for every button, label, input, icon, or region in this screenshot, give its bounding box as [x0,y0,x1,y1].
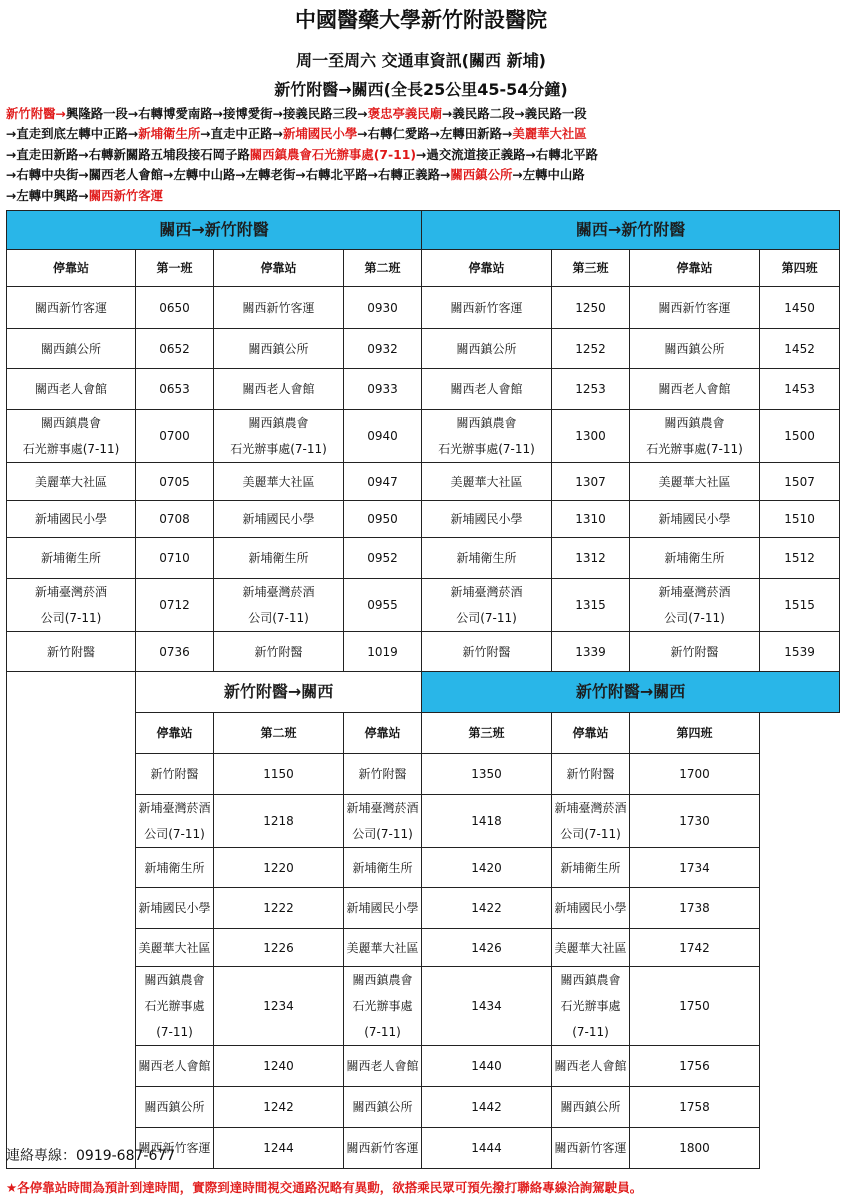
time-cell: 1515 [760,579,840,632]
stop-cell: 新竹附醫 [214,632,344,672]
stop-cell: 新埔國民小學 [214,501,344,538]
stop-cell: 關西鎮農會 石光辦事處(7-11) [136,967,214,1046]
route-segment: →左轉中山路 →左轉中興路→ [6,167,585,203]
schedule-table [6,210,840,1169]
time-cell: 1420 [422,848,552,888]
stop-cell: 新埔臺灣菸酒 公司(7-11) [630,579,760,632]
time-cell: 1452 [760,329,840,369]
stop-cell: 關西鎮公所 [630,329,760,369]
stop-cell: 新埔國民小學 [422,501,552,538]
column-header-stop: 停靠站 [7,250,136,287]
time-cell: 0700 [136,410,214,463]
footnote: ★各停靠站時間為預計到達時間，實際到達時間視交通路況略有異動，欲搭乘民眾可預先撥打聯絡專線洽詢駕駛員。 [6,1180,643,1195]
stop-cell: 關西鎮公所 [552,1087,630,1128]
table-row [7,410,840,463]
route-segment: →右轉仁愛路→左轉田新路→ [357,126,513,142]
stop-cell: 關西新竹客運 [344,1128,422,1169]
time-cell: 1422 [422,888,552,929]
column-header-run: 第四班 [760,250,840,287]
time-cell: 1150 [214,754,344,795]
route-title: 新竹附醫→關西(全長25公里45-54分鐘) [274,80,568,99]
time-cell: 1220 [214,848,344,888]
time-cell: 0708 [136,501,214,538]
column-header-stop: 停靠站 [214,250,344,287]
stop-cell: 關西鎮農會 石光辦事處(7-11) [422,410,552,463]
time-cell: 1418 [422,795,552,848]
stop-cell: 關西鎮公所 [344,1087,422,1128]
route-highlight-stop: 新埔衛生所 [138,126,201,142]
table-row [7,538,840,579]
document-title: 中國醫藥大學新竹附設醫院 [295,8,547,32]
table-row [7,579,840,632]
time-cell: 1222 [214,888,344,929]
route-segment: →直走中正路→ [200,126,283,142]
stop-cell: 美麗華大社區 [422,463,552,501]
time-cell: 0940 [344,410,422,463]
time-cell: 0653 [136,369,214,410]
time-cell: 0930 [344,287,422,329]
route-highlight-stop: 新埔國民小學 [282,126,358,142]
stop-cell: 關西老人會館 [214,369,344,410]
time-cell: 1019 [344,632,422,672]
route-highlight-stop: 關西鎮公所 [450,167,513,183]
column-header-run: 第三班 [552,250,630,287]
time-cell: 1742 [630,929,760,967]
column-header-stop: 停靠站 [136,713,214,754]
time-cell: 1730 [630,795,760,848]
stop-cell: 關西鎮公所 [214,329,344,369]
time-cell: 1510 [760,501,840,538]
stop-cell: 關西鎮農會 石光辦事處(7-11) [7,410,136,463]
section-header-row [7,211,840,250]
time-cell: 1234 [214,967,344,1046]
time-cell: 1339 [552,632,630,672]
time-cell: 0736 [136,632,214,672]
section-title: 新竹附醫→關西 [422,672,840,713]
time-cell: 1218 [214,795,344,848]
table-row [7,287,840,329]
stop-cell: 關西新竹客運 [214,287,344,329]
time-cell: 1734 [630,848,760,888]
stop-cell: 新埔臺灣菸酒 公司(7-11) [136,795,214,848]
column-header-stop: 停靠站 [630,250,760,287]
route-highlight-stop: 褒忠亭義民廟 [367,106,443,121]
stop-cell: 新埔國民小學 [136,888,214,929]
time-cell: 1453 [760,369,840,410]
time-cell: 1300 [552,410,630,463]
stop-cell: 新埔臺灣菸酒 公司(7-11) [422,579,552,632]
route-highlight-stop: 新竹附醫→ [6,106,66,121]
time-cell: 1253 [552,369,630,410]
stop-cell: 新竹附醫 [422,632,552,672]
stop-cell: 新埔國民小學 [630,501,760,538]
stop-cell: 關西老人會館 [552,1046,630,1087]
stop-cell: 關西老人會館 [7,369,136,410]
stop-cell: 關西新竹客運 [552,1128,630,1169]
stop-cell: 新竹附醫 [552,754,630,795]
empty-block [7,672,136,1169]
stop-cell: 新埔衛生所 [344,848,422,888]
time-cell: 1312 [552,538,630,579]
stop-cell: 關西老人會館 [136,1046,214,1087]
column-header-stop: 停靠站 [552,713,630,754]
stop-cell: 新埔國民小學 [344,888,422,929]
route-segment: →直走田新路→右轉新關路五埔段接石岡子路 [6,146,250,162]
time-cell: 1756 [630,1046,760,1087]
time-cell: 1738 [630,888,760,929]
stop-cell: 新埔衛生所 [422,538,552,579]
time-cell: 1539 [760,632,840,672]
stop-cell: 新竹附醫 [136,754,214,795]
time-cell: 1507 [760,463,840,501]
stop-cell: 美麗華大社區 [630,463,760,501]
column-header-run: 第三班 [422,713,552,754]
time-cell: 1242 [214,1087,344,1128]
stop-cell: 關西鎮農會 石光辦事處(7-11) [214,410,344,463]
stop-cell: 關西老人會館 [344,1046,422,1087]
stop-cell: 新埔國民小學 [7,501,136,538]
time-cell: 0712 [136,579,214,632]
route-segment: 興隆路一段→右轉博愛南路→接博愛街→接義民路三段→ [65,106,368,121]
route-segment: →義民路二段→義民路一段 →直走到底左轉中正路→ [6,106,587,142]
time-cell: 1315 [552,579,630,632]
time-cell: 1700 [630,754,760,795]
stop-cell: 美麗華大社區 [214,463,344,501]
stop-cell: 關西鎮農會 石光辦事處(7-11) [552,967,630,1046]
time-cell: 0650 [136,287,214,329]
stop-cell: 美麗華大社區 [136,929,214,967]
column-header-run: 第一班 [136,250,214,287]
time-cell: 1434 [422,967,552,1046]
time-cell: 1426 [422,929,552,967]
time-cell: 1240 [214,1046,344,1087]
stop-cell: 新竹附醫 [630,632,760,672]
section-title: 關西→新竹附醫 [422,211,840,250]
route-highlight-stop: 關西新竹客運 [88,187,164,203]
time-cell: 1500 [760,410,840,463]
stop-cell: 新埔國民小學 [552,888,630,929]
table-row [7,329,840,369]
stop-cell: 新埔衛生所 [136,848,214,888]
stop-cell: 關西新竹客運 [7,287,136,329]
stop-cell: 關西新竹客運 [630,287,760,329]
time-cell: 1758 [630,1087,760,1128]
stop-cell: 新埔衛生所 [552,848,630,888]
time-cell: 0955 [344,579,422,632]
route-description [6,104,836,206]
stop-cell: 新埔衛生所 [7,538,136,579]
route-segment: →過交流道接正義路→右轉北平路 →右轉中央街→關西老人會館→左轉中山路→左轉老街→右轉北平路→右轉正義路→ [6,146,598,183]
table-row [7,369,840,410]
stop-cell: 新埔衛生所 [630,538,760,579]
time-cell: 0947 [344,463,422,501]
stop-cell: 美麗華大社區 [7,463,136,501]
time-cell: 0705 [136,463,214,501]
column-header-run: 第二班 [344,250,422,287]
stop-cell: 關西鎮農會 石光辦事處(7-11) [630,410,760,463]
stop-cell: 關西鎮公所 [422,329,552,369]
stop-cell: 關西鎮農會 石光辦事處(7-11) [344,967,422,1046]
time-cell: 1252 [552,329,630,369]
section-title: 新竹附醫→關西 [136,672,422,713]
time-cell: 1444 [422,1128,552,1169]
time-cell: 0950 [344,501,422,538]
contact-line: 連絡專線：0919-687-677 [6,1148,176,1164]
time-cell: 1350 [422,754,552,795]
time-cell: 1244 [214,1128,344,1169]
time-cell: 1226 [214,929,344,967]
stop-cell: 美麗華大社區 [344,929,422,967]
stop-cell: 關西鎮公所 [7,329,136,369]
time-cell: 1250 [552,287,630,329]
section-header-row [7,672,840,713]
column-header-row [7,250,840,287]
time-cell: 0933 [344,369,422,410]
column-header-run: 第四班 [630,713,760,754]
stop-cell: 關西鎮公所 [136,1087,214,1128]
time-cell: 1440 [422,1046,552,1087]
column-header-run: 第二班 [214,713,344,754]
column-header-stop: 停靠站 [344,713,422,754]
stop-cell: 新竹附醫 [7,632,136,672]
section-title: 關西→新竹附醫 [7,211,422,250]
time-cell: 1512 [760,538,840,579]
column-header-stop: 停靠站 [422,250,552,287]
stop-cell: 新埔臺灣菸酒 公司(7-11) [7,579,136,632]
time-cell: 0952 [344,538,422,579]
route-highlight-stop: 美麗華大社區 [512,126,587,142]
time-cell: 1442 [422,1087,552,1128]
stop-cell: 關西老人會館 [422,369,552,410]
time-cell: 1307 [552,463,630,501]
stop-cell: 新埔臺灣菸酒 公司(7-11) [552,795,630,848]
time-cell: 0932 [344,329,422,369]
route-highlight-stop: 關西鎮農會石光辦事處(7-11) [249,146,417,162]
document-subtitle: 周一至周六 交通車資訊(關西 新埔) [296,51,546,70]
table-row [7,632,840,672]
time-cell: 1450 [760,287,840,329]
stop-cell: 新埔臺灣菸酒 公司(7-11) [344,795,422,848]
stop-cell: 關西新竹客運 [136,1128,214,1169]
time-cell: 0710 [136,538,214,579]
stop-cell: 新竹附醫 [344,754,422,795]
stop-cell: 美麗華大社區 [552,929,630,967]
table-row [7,501,840,538]
stop-cell: 關西老人會館 [630,369,760,410]
stop-cell: 新埔臺灣菸酒 公司(7-11) [214,579,344,632]
time-cell: 0652 [136,329,214,369]
time-cell: 1750 [630,967,760,1046]
time-cell: 1800 [630,1128,760,1169]
stop-cell: 關西新竹客運 [422,287,552,329]
time-cell: 1310 [552,501,630,538]
stop-cell: 新埔衛生所 [214,538,344,579]
table-row [7,463,840,501]
